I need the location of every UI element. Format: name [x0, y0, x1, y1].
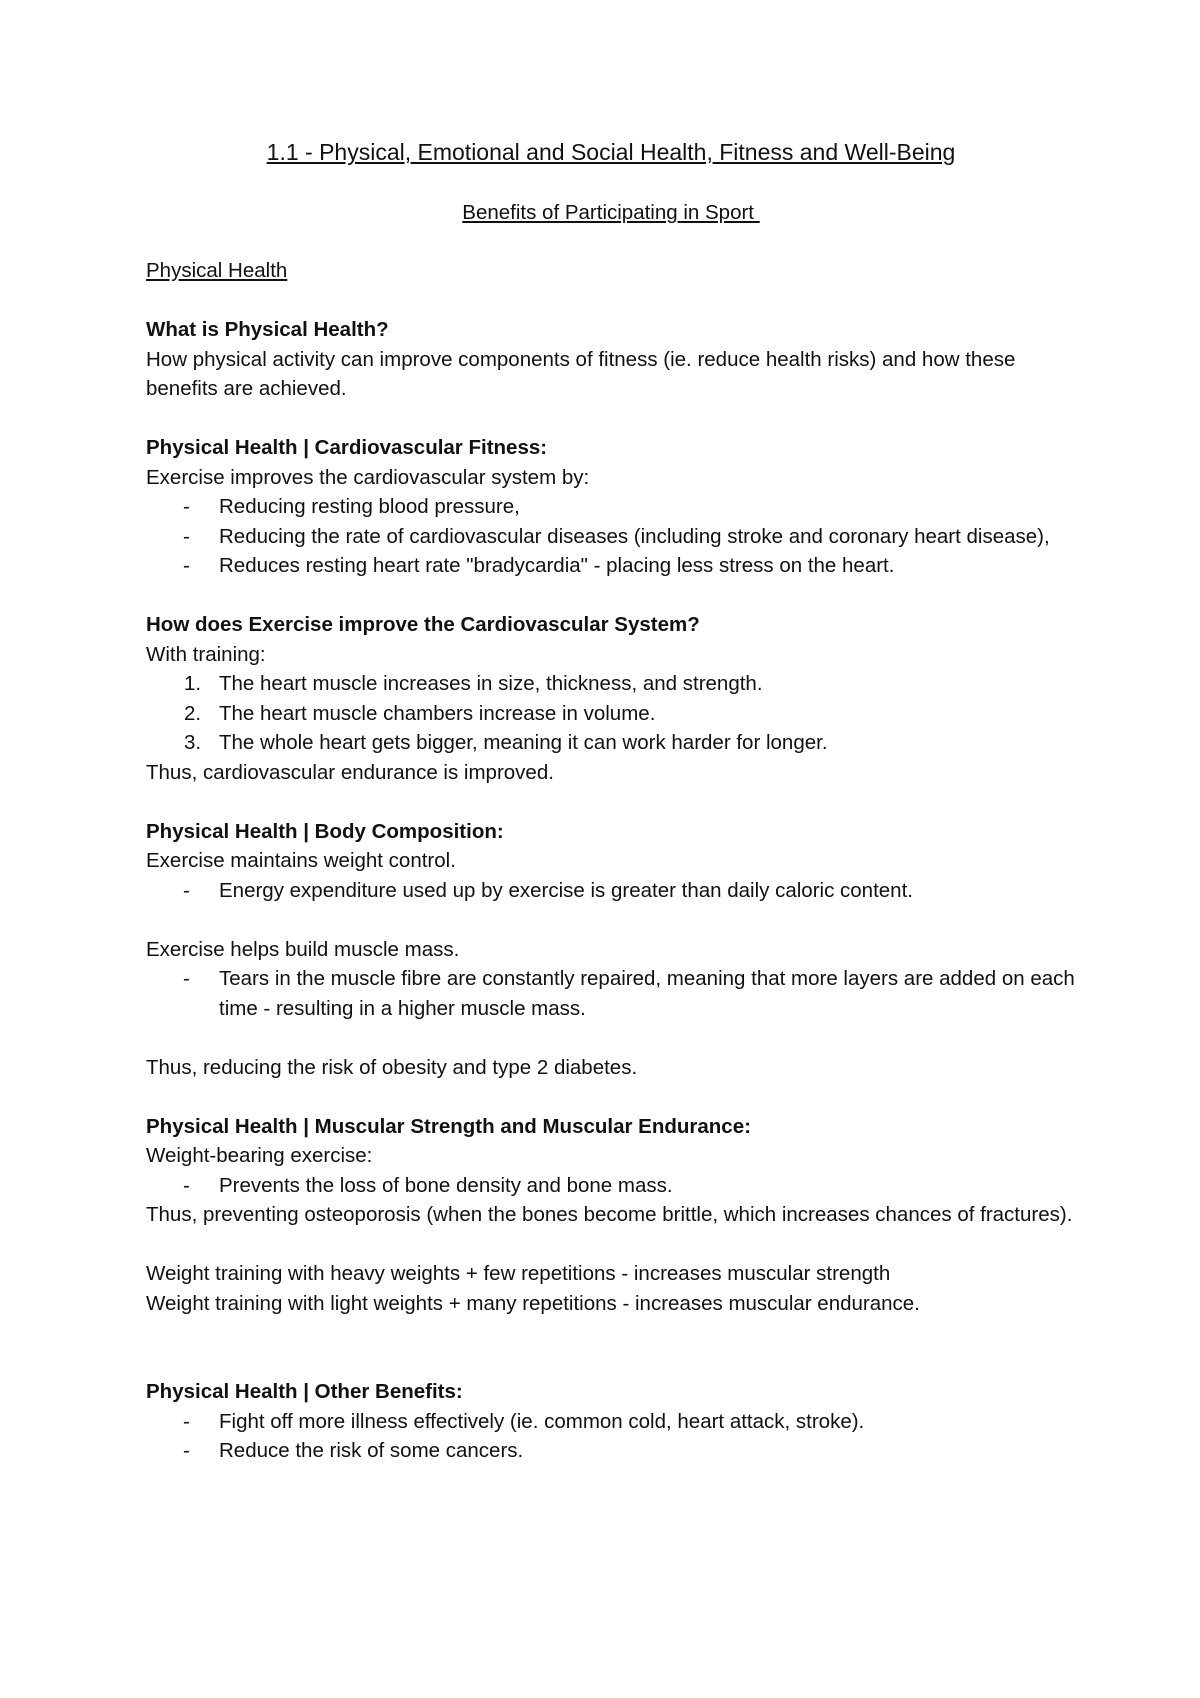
body-comp-intro-2: Exercise helps build muscle mass.: [146, 937, 460, 961]
dash-marker: -: [183, 554, 190, 577]
list-item-text: The whole heart gets bigger, meaning it can work harder for longer.: [219, 731, 828, 754]
dash-marker: -: [183, 967, 190, 990]
other-list: [146, 1407, 1076, 1466]
cardio-list: [146, 492, 1076, 581]
number-marker: 2.: [184, 701, 202, 725]
list-item-text: Prevents the loss of bone density and bone mass.: [219, 1173, 673, 1197]
number-marker: 1.: [184, 672, 202, 695]
document-title: 1.1 - Physical, Emotional and Social Health, Fitness and Well-Being: [266, 139, 956, 165]
what-is-heading: What is Physical Health?: [146, 318, 389, 341]
cardio-heading: Physical Health | Cardiovascular Fitness:: [146, 436, 548, 459]
list-item-text: Reducing resting blood pressure,: [219, 495, 520, 518]
body-comp-intro-1: Exercise maintains weight control.: [146, 849, 456, 872]
body-comp-list-1: [146, 876, 1076, 906]
document-page: [146, 136, 1076, 1466]
list-item: [146, 699, 1076, 729]
list-item: [146, 964, 1076, 1023]
list-item-text: Reduces resting heart rate "bradycardia" - placing less stress on the heart.: [219, 554, 895, 577]
muscular-conclusion: Thus, preventing osteoporosis (when the bones become brittle, which increases chances of fractures).: [146, 1203, 1073, 1226]
list-item: [146, 1407, 1076, 1437]
how-does-intro: With training:: [146, 642, 266, 666]
body-comp-heading: Physical Health | Body Composition:: [146, 819, 504, 843]
body-comp-conclusion: Thus, reducing the risk of obesity and type 2 diabetes.: [146, 1055, 638, 1079]
list-item-text: The heart muscle chambers increase in volume.: [219, 701, 656, 725]
dash-marker: -: [183, 495, 190, 518]
list-item: [146, 728, 1076, 758]
muscular-list: [146, 1171, 1076, 1201]
cardio-intro: Exercise improves the cardiovascular system by:: [146, 465, 590, 489]
muscular-line-2: Weight training with light weights + many repetitions - increases muscular endurance.: [146, 1291, 920, 1315]
list-item: [146, 669, 1076, 699]
muscular-line-1: Weight training with heavy weights + few repetitions - increases muscular strength: [146, 1262, 891, 1285]
number-marker: 3.: [184, 731, 202, 754]
how-does-conclusion: Thus, cardiovascular endurance is improved.: [146, 760, 554, 784]
document-subtitle: Benefits of Participating in Sport: [462, 201, 760, 224]
list-item: [146, 492, 1076, 522]
what-is-text: How physical activity can improve components of fitness (ie. reduce health risks) and how these benefits are achieved.: [146, 347, 1016, 400]
list-item: [146, 522, 1076, 552]
dash-marker: -: [183, 878, 190, 902]
how-does-list: [146, 669, 1076, 758]
how-does-heading: How does Exercise improve the Cardiovascular System?: [146, 613, 700, 636]
section-label: Physical Health: [146, 258, 288, 282]
dash-marker: -: [183, 1409, 190, 1433]
dash-marker: -: [183, 524, 190, 548]
dash-marker: -: [183, 1173, 190, 1197]
list-item-text: Reducing the rate of cardiovascular diseases (including stroke and coronary heart disease),: [219, 524, 1050, 548]
list-item: [146, 1171, 1076, 1201]
muscular-heading: Physical Health | Muscular Strength and Muscular Endurance:: [146, 1114, 751, 1138]
list-item: [146, 1436, 1076, 1466]
other-heading: Physical Health | Other Benefits:: [146, 1380, 463, 1403]
list-item-text: Energy expenditure used up by exercise is greater than daily caloric content.: [219, 878, 913, 902]
list-item-text: Reduce the risk of some cancers.: [219, 1439, 524, 1462]
muscular-intro: Weight-bearing exercise:: [146, 1144, 373, 1167]
list-item-text: Tears in the muscle fibre are constantly repaired, meaning that more layers are added on each time - resulting in a higher muscle mass.: [219, 967, 1075, 1020]
list-item: [146, 876, 1076, 906]
dash-marker: -: [183, 1439, 190, 1462]
list-item: [146, 551, 1076, 581]
list-item-text: The heart muscle increases in size, thickness, and strength.: [219, 672, 763, 695]
body-comp-list-2: [146, 964, 1076, 1023]
list-item-text: Fight off more illness effectively (ie. common cold, heart attack, stroke).: [219, 1409, 865, 1433]
